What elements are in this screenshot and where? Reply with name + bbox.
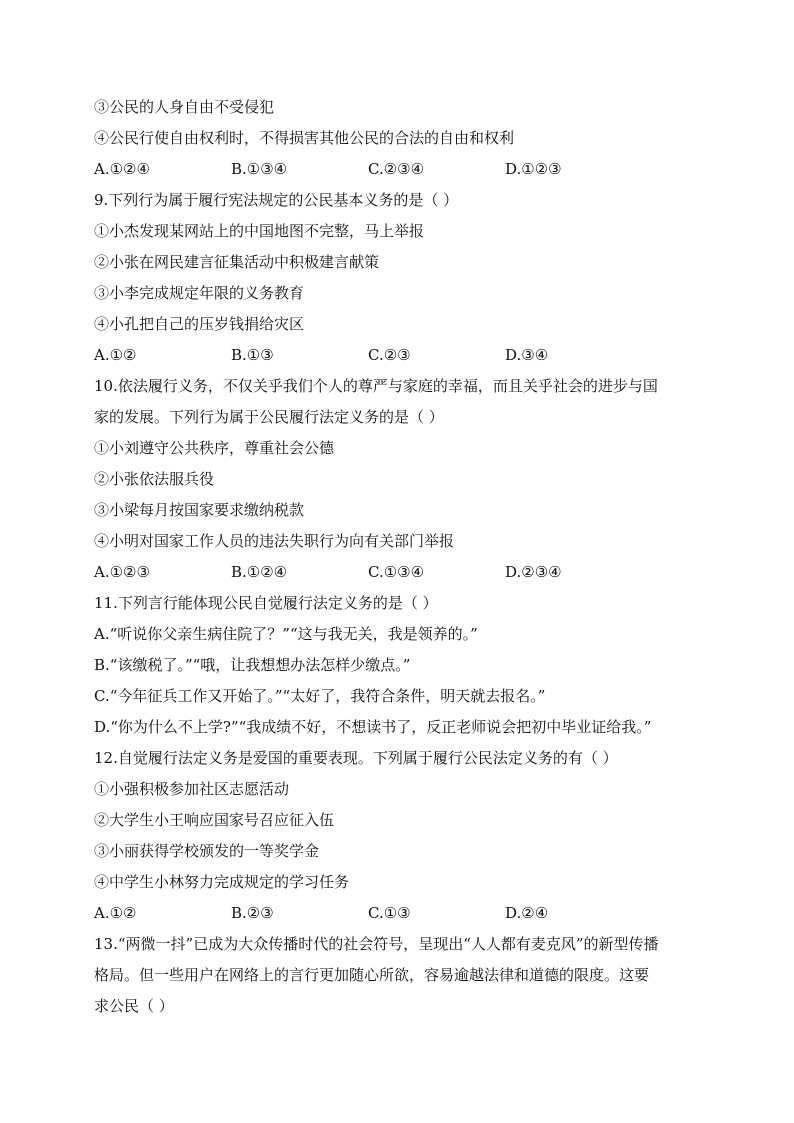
q12-item-4: ④中学生小林努力完成规定的学习任务	[94, 873, 350, 891]
page-content	[94, 92, 704, 1022]
q11-choice-a: A.“听说你父亲生病住院了？”“这与我无关，我是领养的。”	[94, 625, 478, 643]
q8-option-a: A.①②④	[94, 160, 150, 178]
q13-stem-line-1: 13.“两微一抖”已成为大众传播时代的社会符号，呈现出“人人都有麦克风”的新型传播	[94, 935, 659, 953]
q11-choice-d: D.“你为什么不上学?”“我成绩不好，不想读书了，反正老师说会把初中毕业证给我。”	[94, 718, 652, 736]
q12-item-3: ③小丽获得学校颁发的一等奖学金	[94, 842, 320, 860]
q12-stem: 12.自觉履行法定义务是爱国的重要表现。下列属于履行公民法定义务的有（ ）	[94, 749, 618, 767]
q10-item-3: ③小梁每月按国家要求缴纳税款	[94, 501, 305, 519]
q10-option-d: D.②③④	[505, 563, 562, 581]
q11-choice-b: B.“该缴税了。”“哦，让我想想办法怎样少缴点。”	[94, 656, 411, 674]
q8-options	[94, 154, 704, 185]
q12-item-2: ②大学生小王响应国家号召应征入伍	[94, 811, 335, 829]
q8-item-4: ④公民行使自由权利时，不得损害其他公民的合法的自由和权利	[94, 129, 515, 147]
q9-item-4: ④小孔把自己的压岁钱捐给灾区	[94, 315, 305, 333]
q12-option-b: B.②③	[231, 904, 274, 922]
q9-option-a: A.①②	[94, 346, 137, 364]
q11-choice-c: C.“今年征兵工作又开始了。”“太好了，我符合条件，明天就去报名。”	[94, 687, 546, 705]
q9-item-3: ③小李完成规定年限的义务教育	[94, 284, 305, 302]
q9-item-2: ②小张在网民建言征集活动中积极建言献策	[94, 253, 380, 271]
q12-option-c: C.①③	[368, 904, 411, 922]
q13-stem-line-2: 格局。但一些用户在网络上的言行更加随心所欲，容易逾越法律和道德的限度。这要	[94, 966, 650, 984]
q10-stem-line-1: 10.依法履行义务，不仅关乎我们个人的尊严与家庭的幸福，而且关乎社会的进步与国	[94, 377, 658, 395]
q9-option-d: D.③④	[505, 346, 549, 364]
q9-option-b: B.①③	[231, 346, 274, 364]
q9-item-1: ①小杰发现某网站上的中国地图不完整，马上举报	[94, 222, 425, 240]
q10-item-1: ①小刘遵守公共秩序，尊重社会公德	[94, 439, 335, 457]
q9-stem: 9.下列行为属于履行宪法规定的公民基本义务的是（ ）	[94, 191, 459, 209]
q13-stem-line-3: 求公民（ ）	[94, 997, 174, 1015]
q8-option-c: C.②③④	[368, 160, 425, 178]
q9-option-c: C.②③	[368, 346, 411, 364]
q8-item-3: ③公民的人身自由不受侵犯	[94, 98, 275, 116]
q10-item-4: ④小明对国家工作人员的违法失职行为向有关部门举报	[94, 532, 455, 550]
q12-item-1: ①小强积极参加社区志愿活动	[94, 780, 290, 798]
q9-options	[94, 340, 704, 371]
q10-item-2: ②小张依法服兵役	[94, 470, 215, 488]
q10-option-b: B.①②④	[231, 563, 288, 581]
q10-option-c: C.①③④	[368, 563, 425, 581]
q12-option-d: D.②④	[505, 904, 549, 922]
q11-stem: 11.下列言行能体现公民自觉履行法定义务的是（ ）	[94, 594, 438, 612]
q10-option-a: A.①②③	[94, 563, 150, 581]
q8-option-d: D.①②③	[505, 160, 562, 178]
q10-options	[94, 557, 704, 588]
q10-stem-line-2: 家的发展。下列行为属于公民履行法定义务的是（ ）	[94, 408, 444, 426]
q12-options	[94, 898, 704, 929]
q12-option-a: A.①②	[94, 904, 137, 922]
q8-option-b: B.①③④	[231, 160, 288, 178]
